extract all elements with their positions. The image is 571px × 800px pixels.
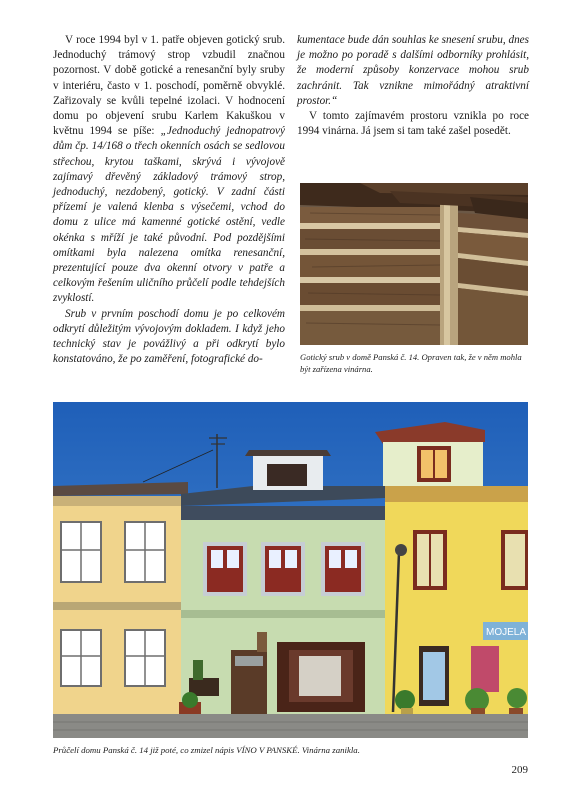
quote-text: Srub v prvním poschodí domu je po celkovém odkrytí důležitým vývojovým dokladem. I když jeho technický stav je povážlivý a při odkrytí bylo konstatováno, že po zaměření, fotografické do- [53, 307, 285, 366]
quote-text: „Jednoduchý jednopatrový dům čp. 14/168 o třech okenních osách se sedlovou střechou, krytou taškami, skrývá i vývojově zajímavý dřevěný základový trámový strop, jednoduchý, nezdobený, gotický. V zadní části přízemí je valená klenba s výsečemi, vchod do domu z ulice má kamenné gotické ostění, vedle okénka s mříží je také původní. Pod pozdějšími omítkami byla nalezena omítka renesanční, prezentující pouze dva okenní otvory v patře a celkovým řešením uličního průčelí podle tehdejších zvyklostí. [53, 125, 285, 305]
paragraph [297, 33, 529, 109]
shop-sign: MOJELA [486, 627, 527, 638]
text-column-left [53, 33, 285, 367]
photo-caption: Průčelí domu Panská č. 14 již poté, co zmizel nápis VÍNO V PANSKÉ. Vinárna zanikla. [53, 745, 360, 755]
text-column-right [297, 33, 529, 139]
paragraph [53, 307, 285, 368]
photo-gothic-log-cabin [300, 183, 528, 345]
page-number: 209 [511, 764, 528, 776]
quote-text: kumentace bude dán souhlas ke snesení srubu, dnes je možno po poradě s dalšími odborníky prohlásit, že moderní způsoby konzervace mohou srub zachránit. Tak vznikne mimořádný atraktivní prostor.“ [297, 34, 529, 107]
paragraph: V tomto zajímavém prostoru vznikla po roce 1994 vinárna. Já jsem si tam také zašel posedět. [297, 110, 529, 138]
photo-facade-panska-14 [53, 402, 528, 738]
paragraph: V roce 1994 byl v 1. patře objeven gotický srub. Jednoduchý trámový strop vzbudil značnou pozornost. V době gotické a renesanční byly sruby v interiéru, často v 1. poschodí, poměrně obvyklé. Zařizovaly se kvůli tepelné izolaci. V hodnocení domu po objevení srubu Karlem Kakuškou v květnu 1994 se píše: „Jednoduchý jednopatrový dům čp. 14/168 o třech okenních osách se sedlovou střechou, krytou taškami, skrývá i vývojově zajímavý dřevěný základový trámový strop, jednoduchý, nezdobený, gotický. V zadní části přízemí je valená klenba s výsečemi, vchod do domu z ulice má kamenné gotické ostění, vedle okénka s mříží je také původní. Pod pozdějšími omítkami byla nalezena omítka renesanční, prezentující pouze dva okenní otvory v patře a celkovým řešením uličního průčelí podle tehdejších zvyklostí. [53, 34, 285, 305]
photo-caption: Gotický srub v domě Panská č. 14. Opraven tak, že v něm mohla být zařízena vinárna. [300, 352, 522, 374]
